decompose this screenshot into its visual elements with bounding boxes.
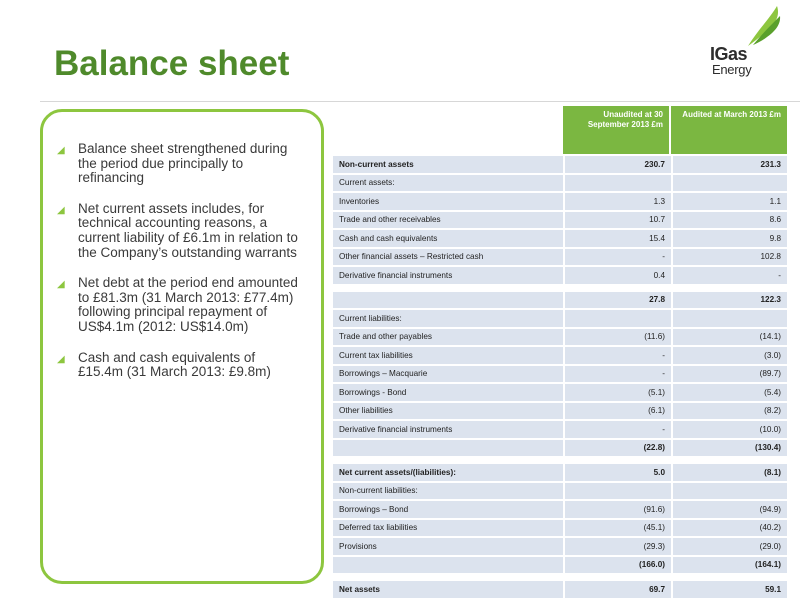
table-row xyxy=(333,310,787,327)
spacer-cell xyxy=(333,286,787,290)
value-sep-2013: 5.0 xyxy=(563,464,671,481)
row-label: Derivative financial instruments xyxy=(333,421,563,438)
company-logo xyxy=(690,6,800,86)
row-label: Trade and other receivables xyxy=(333,212,563,229)
value-sep-2013: 1.3 xyxy=(563,193,671,210)
row-label: Net current assets/(liabilities): xyxy=(333,464,563,481)
table-spacer xyxy=(333,458,787,462)
row-label: Borrowings – Macquarie xyxy=(333,366,563,383)
value-mar-2013: 231.3 xyxy=(671,156,787,173)
header-audited: Audited at March 2013 £m xyxy=(671,106,787,154)
page-title: Balance sheet xyxy=(54,44,290,83)
value-sep-2013: (29.3) xyxy=(563,538,671,555)
bullet-text: Balance sheet strengthened during the period due principally to refinancing xyxy=(78,141,288,186)
row-label: Non-current liabilities: xyxy=(333,483,563,500)
table-row xyxy=(333,366,787,383)
bullet-icon: ◢ xyxy=(57,279,65,291)
table-row xyxy=(333,193,787,210)
row-label: Provisions xyxy=(333,538,563,555)
bullet-list xyxy=(57,142,302,396)
value-sep-2013: 230.7 xyxy=(563,156,671,173)
bullet-icon: ◢ xyxy=(57,145,65,156)
table-row xyxy=(333,421,787,438)
value-mar-2013: (5.4) xyxy=(671,384,787,401)
row-label: Non-current assets xyxy=(333,156,563,173)
value-mar-2013: (29.0) xyxy=(671,538,787,555)
value-sep-2013: - xyxy=(563,347,671,364)
table-body xyxy=(333,156,787,598)
value-sep-2013: (45.1) xyxy=(563,520,671,537)
value-sep-2013: (91.6) xyxy=(563,501,671,518)
bullet-icon: ◢ xyxy=(57,204,65,216)
value-sep-2013: 69.7 xyxy=(563,581,671,598)
value-mar-2013: (130.4) xyxy=(671,440,787,457)
table-row xyxy=(333,464,787,481)
value-sep-2013: 15.4 xyxy=(563,230,671,247)
table-row xyxy=(333,249,787,266)
table-row xyxy=(333,212,787,229)
table-row xyxy=(333,267,787,284)
value-sep-2013: 0.4 xyxy=(563,267,671,284)
value-mar-2013: (10.0) xyxy=(671,421,787,438)
row-label: Other financial assets – Restricted cash xyxy=(333,249,563,266)
value-mar-2013: 1.1 xyxy=(671,193,787,210)
row-label xyxy=(333,440,563,457)
table-row xyxy=(333,501,787,518)
value-mar-2013 xyxy=(671,483,787,500)
value-mar-2013: (40.2) xyxy=(671,520,787,537)
value-mar-2013: (14.1) xyxy=(671,329,787,346)
table-row xyxy=(333,557,787,574)
table-row xyxy=(333,230,787,247)
spacer-cell xyxy=(333,575,787,579)
value-mar-2013: (3.0) xyxy=(671,347,787,364)
row-label: Cash and cash equivalents xyxy=(333,230,563,247)
value-sep-2013: (11.6) xyxy=(563,329,671,346)
bullet-item xyxy=(57,351,302,380)
row-label: Current tax liabilities xyxy=(333,347,563,364)
value-mar-2013: (8.1) xyxy=(671,464,787,481)
bullet-text: Cash and cash equivalents of £15.4m (31 March 2013: £9.8m) xyxy=(78,349,271,380)
value-sep-2013: (6.1) xyxy=(563,403,671,420)
bullet-item xyxy=(57,276,302,334)
bullet-item xyxy=(57,202,302,260)
row-label: Current liabilities: xyxy=(333,310,563,327)
row-label: Other liabilities xyxy=(333,403,563,420)
value-mar-2013: 102.8 xyxy=(671,249,787,266)
value-sep-2013 xyxy=(563,175,671,192)
logo-subtitle: Energy xyxy=(712,62,752,77)
value-sep-2013: - xyxy=(563,366,671,383)
value-sep-2013 xyxy=(563,483,671,500)
table-row xyxy=(333,156,787,173)
value-mar-2013: 8.6 xyxy=(671,212,787,229)
value-sep-2013: (5.1) xyxy=(563,384,671,401)
bullet-text: Net current assets includes, for technical accounting reasons, a current liability of £6.1m in relation to the Company’s outstanding warrants xyxy=(78,200,298,260)
value-mar-2013 xyxy=(671,175,787,192)
logo-name: IGas xyxy=(710,44,748,64)
bullet-text: Net debt at the period end amounted to £81.3m (31 March 2013: £77.4m) following principal repayment of US$4.1m (2012: US$14.0m) xyxy=(78,275,298,334)
value-sep-2013: (166.0) xyxy=(563,557,671,574)
row-label: Derivative financial instruments xyxy=(333,267,563,284)
table-header-row xyxy=(333,106,787,154)
table-row xyxy=(333,347,787,364)
row-label: Deferred tax liabilities xyxy=(333,520,563,537)
row-label xyxy=(333,292,563,309)
row-label: Borrowings - Bond xyxy=(333,384,563,401)
table-row xyxy=(333,581,787,598)
header-blank-cell xyxy=(333,106,563,154)
value-sep-2013: - xyxy=(563,249,671,266)
row-label: Trade and other payables xyxy=(333,329,563,346)
value-mar-2013: 122.3 xyxy=(671,292,787,309)
value-mar-2013: (164.1) xyxy=(671,557,787,574)
title-divider xyxy=(40,101,800,102)
value-mar-2013 xyxy=(671,310,787,327)
value-mar-2013: (8.2) xyxy=(671,403,787,420)
table-row xyxy=(333,175,787,192)
value-sep-2013 xyxy=(563,310,671,327)
bullet-icon: ◢ xyxy=(57,353,65,365)
table-row xyxy=(333,520,787,537)
table-row xyxy=(333,440,787,457)
value-sep-2013: - xyxy=(563,421,671,438)
table-row xyxy=(333,329,787,346)
value-sep-2013: 27.8 xyxy=(563,292,671,309)
spacer-cell xyxy=(333,458,787,462)
table-row xyxy=(333,483,787,500)
balance-sheet-table xyxy=(333,104,787,600)
row-label: Borrowings – Bond xyxy=(333,501,563,518)
value-sep-2013: 10.7 xyxy=(563,212,671,229)
value-sep-2013: (22.8) xyxy=(563,440,671,457)
summary-panel xyxy=(40,109,324,584)
table-spacer xyxy=(333,575,787,579)
value-mar-2013: 59.1 xyxy=(671,581,787,598)
table-row xyxy=(333,403,787,420)
row-label: Net assets xyxy=(333,581,563,598)
value-mar-2013: (89.7) xyxy=(671,366,787,383)
table-row xyxy=(333,384,787,401)
bullet-item xyxy=(57,142,302,186)
row-label xyxy=(333,557,563,574)
value-mar-2013: - xyxy=(671,267,787,284)
table-row xyxy=(333,538,787,555)
row-label: Current assets: xyxy=(333,175,563,192)
table-spacer xyxy=(333,286,787,290)
table-row xyxy=(333,292,787,309)
header-unaudited: Unaudited at 30 September 2013 £m xyxy=(563,106,671,154)
value-mar-2013: 9.8 xyxy=(671,230,787,247)
row-label: Inventories xyxy=(333,193,563,210)
value-mar-2013: (94.9) xyxy=(671,501,787,518)
